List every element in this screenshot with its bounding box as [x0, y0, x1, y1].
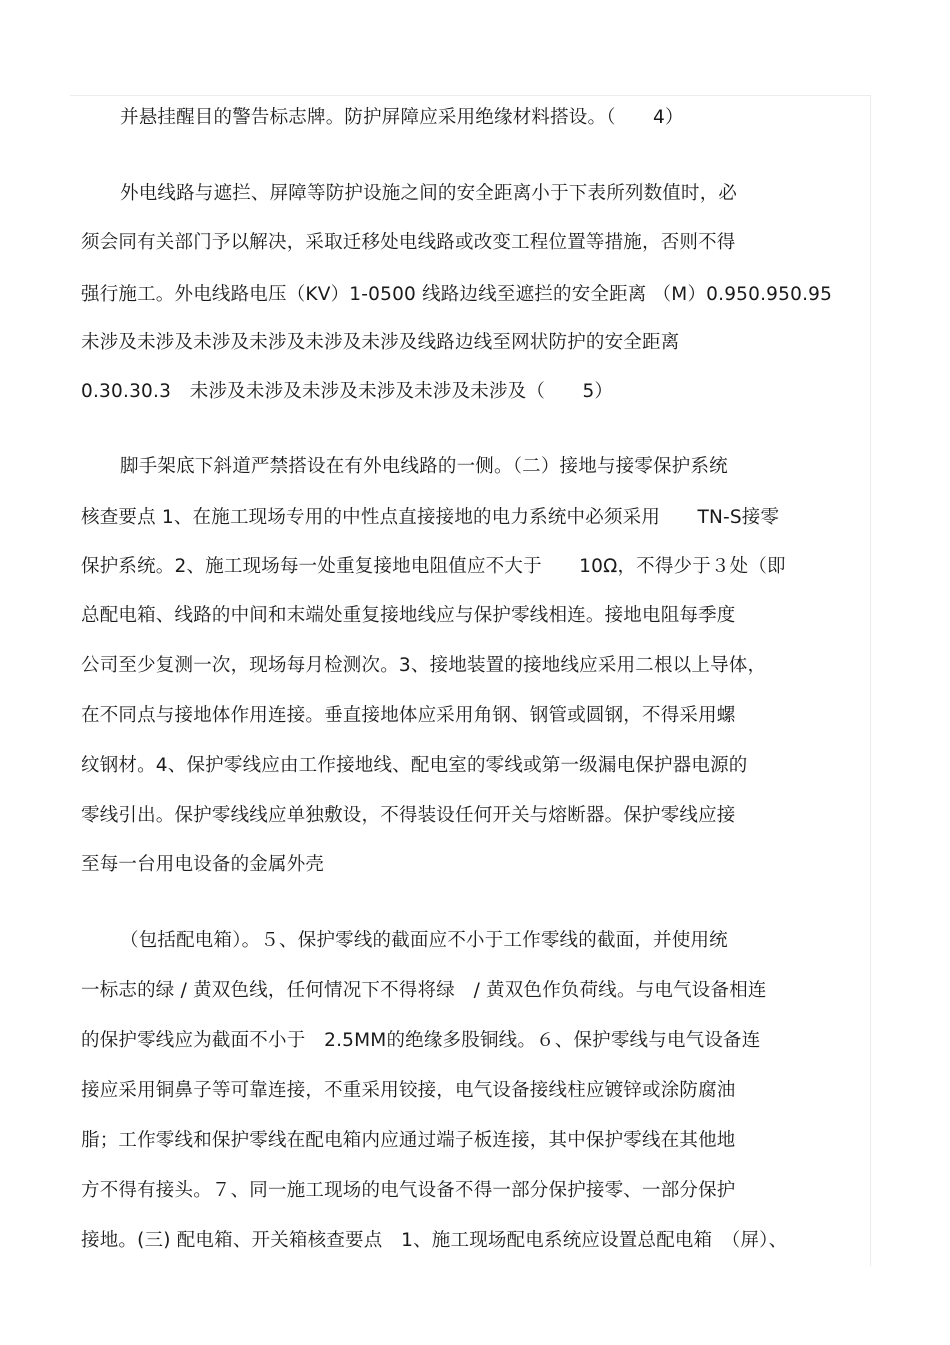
text-line: 未涉及未涉及未涉及未涉及未涉及未涉及线路边线至网状防护的安全距离 [81, 332, 680, 353]
text-line: 接应采用铜鼻子等可靠连接，不重采用铰接，电气设备接线柱应镀锌或涂防腐油 [81, 1080, 736, 1101]
text-line: 在不同点与接地体作用连接。垂直接地体应采用角钢、钢管或圆钢，不得采用螺 [81, 705, 736, 726]
text-line: 纹钢材。4、保护零线应由工作接地线、配电室的零线或第一级漏电保护器电源的 [81, 755, 748, 776]
text-line: 的保护零线应为截面不小于 2.5MM的绝缘多股铜线。６、保护零线与电气设备连 [81, 1030, 761, 1051]
text-line: 0.30.30.3 未涉及未涉及未涉及未涉及未涉及未涉及（ 5） [81, 381, 614, 402]
text-line: 须会同有关部门予以解决，采取迁移处电线路或改变工程位置等措施，否则不得 [81, 232, 736, 253]
text-line: （包括配电箱）。５、保护零线的截面应不小于工作零线的截面，并使用统 [120, 930, 728, 951]
text-line: 方不得有接头。７、同一施工现场的电气设备不得一部分保护接零、一部分保护 [81, 1180, 736, 1201]
text-line: 总配电箱、线路的中间和末端处重复接地线应与保护零线相连。接地电阻每季度 [81, 605, 736, 626]
text-line: 接地。(三) 配电箱、开关箱核查要点 1、施工现场配电系统应设置总配电箱 （屏）、 [81, 1230, 788, 1251]
text-line: 外电线路与遮拦、屏障等防护设施之间的安全距离小于下表所列数值时，必 [120, 183, 738, 204]
text-line: 一标志的绿 / 黄双色线，任何情况下不得将绿 / 黄双色作负荷线。与电气设备相连 [81, 980, 767, 1001]
text-line: 核查要点 1、在施工现场专用的中性点直接接地的电力系统中必须采用 TN-S接零 [81, 507, 780, 528]
text-line: 脂；工作零线和保护零线在配电箱内应通过端子板连接，其中保护零线在其他地 [81, 1130, 736, 1151]
text-line: 强行施工。外电线路电压（KV）1-0500 线路边线至遮拦的安全距离 （M）0.950.950.95 [81, 284, 833, 305]
text-line: 脚手架底下斜道严禁搭设在有外电线路的一侧。（二）接地与接零保护系统 [120, 456, 728, 477]
text-line: 并悬挂醒目的警告标志牌。防护屏障应采用绝缘材料搭设。（ 4） [120, 107, 684, 128]
text-line: 至每一台用电设备的金属外壳 [81, 854, 325, 875]
text-line: 公司至少复测一次，现场每月检测次。3、接地装置的接地线应采用二根以上导体， [81, 655, 767, 676]
text-line: 零线引出。保护零线线应单独敷设，不得装设任何开关与熔断器。保护零线应接 [81, 805, 736, 826]
text-line: 保护系统。2、施工现场每一处重复接地电阻值应不大于 10Ω，不得少于３处（即 [81, 556, 786, 577]
